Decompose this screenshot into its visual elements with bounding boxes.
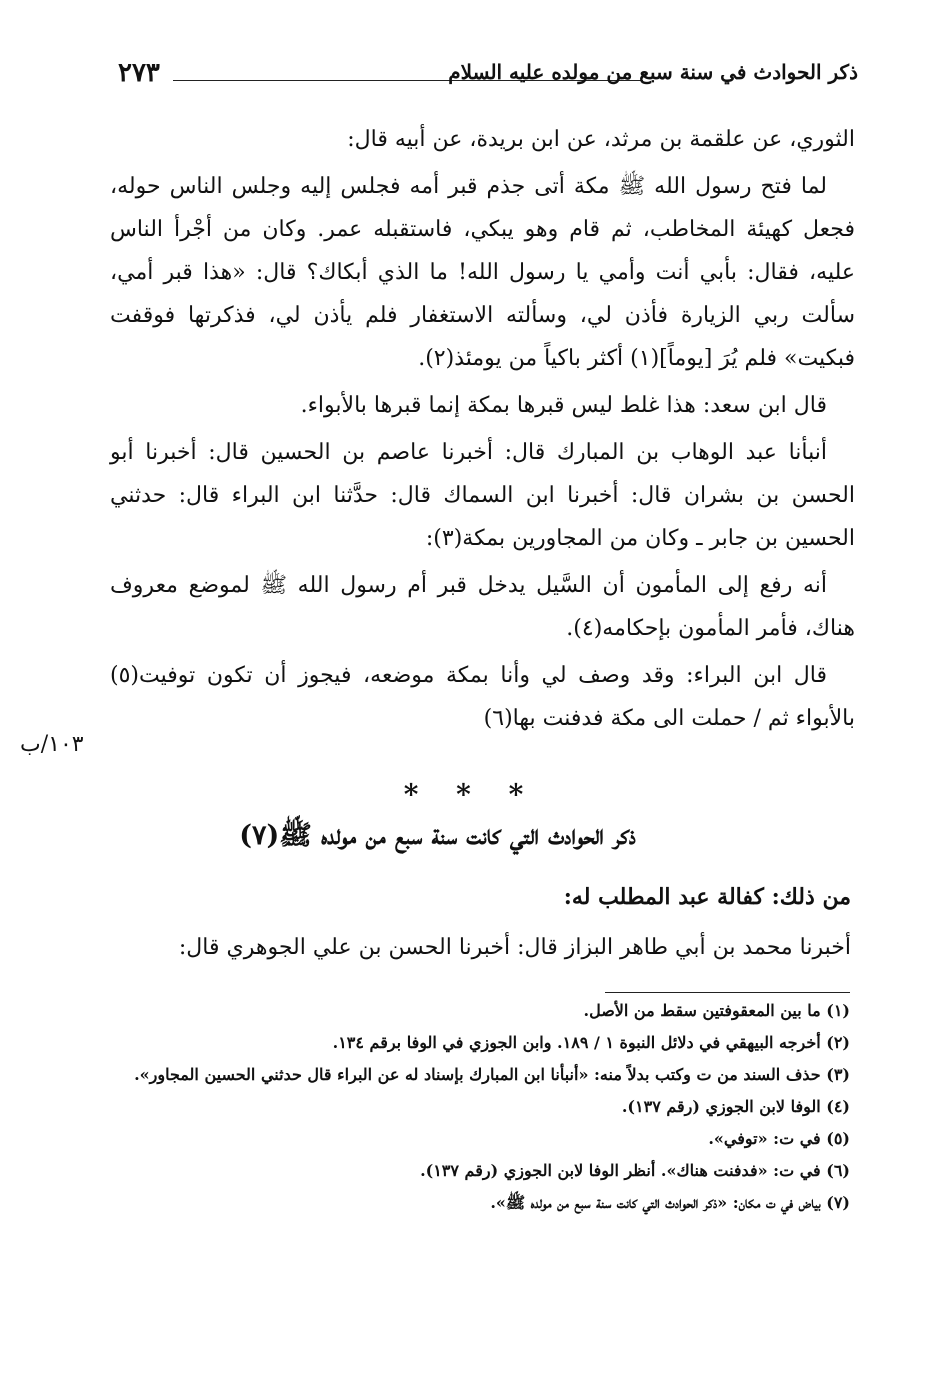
footnote: (٦) في ت: «فدفنت هناك». أنظر الوفا لابن الجوزي (رقم ١٣٧). <box>420 1161 850 1180</box>
paragraph-isnad-continuation: الثوري، عن علقمة بن مرثد، عن ابن بريدة، عن أبيه قال: <box>347 127 855 152</box>
paragraph-hadith: لما فتح رسول الله ﷺ مكة أتى جذم قبر أمه فجلس إليه وجلس الناس حوله، فجعل كهيئة المخاطب، ثم قام وهو يبكي، فاستقبله عمر. وكان من أجْرأ الناس عليه، فقال: بأبي أنت وأمي يا رسول الله! ما الذي أبكاك؟ قال: «هذا قبر أمي، سألت ربي الزيارة فأذن لي، وسألته الاستغفار فلم يأذن لي، فذكرتها فوقفت فبكيت» فلم يُرَ [يوماً](١) أكثر باكياً من يومئذ(٢). <box>110 174 855 371</box>
paragraph-isnad: أنبأنا عبد الوهاب بن المبارك قال: أخبرنا عاصم بن الحسين قال: أخبرنا أبو الحسن بن بشران قال: أخبرنا ابن السماك قال: حدَّثنا ابن البراء قال: حدثني الحسين بن جابر ـ وكان من المجاورين بمكة(٣): <box>110 440 855 551</box>
subheading: من ذلك: كفالة عبد المطلب له: <box>563 884 851 910</box>
manuscript-folio-note: ١٠٣/ب <box>20 732 84 757</box>
page-header <box>118 58 858 98</box>
footnote: (١) ما بين المعقوفتين سقط من الأصل. <box>583 1001 850 1020</box>
paragraph-ibn-saad: قال ابن سعد: هذا غلط ليس قبرها بمكة إنما قبرها بالأبواء. <box>300 393 827 418</box>
paragraph-ibn-bara: قال ابن البراء: وقد وصف لي وأنا بمكة موضعه، فيجوز أن تكون توفيت(٥) بالأبواء ثم / حملت الى مكة فدفنت بها(٦) <box>110 663 855 731</box>
running-title: ذكر الحوادث في سنة سبع من مولده عليه السلام <box>448 60 858 84</box>
footnote: (٢) أخرجه البيهقي في دلائل النبوة ١ / ١٨٩. وابن الجوزي في الوفا برقم ١٣٤. <box>332 1033 850 1052</box>
footnote-rule <box>605 992 850 993</box>
footnotes <box>110 996 850 1220</box>
main-text <box>110 118 855 744</box>
footnote: (٣) حذف السند من ت وكتب بدلاً منه: «أنبأنا ابن المبارك بإسناد له عن البراء قال حدثني الحسين المجاور». <box>134 1065 850 1084</box>
footnote: (٧) بياض في ت مكان: «ذكر الحوادث التي كانت سنة سبع من مولده ﷺ». <box>490 1193 850 1212</box>
section-heading: ذكر الحوادث التي كانت سنة سبع من مولده ﷺ(٧) <box>239 820 636 851</box>
section-separator: * * * <box>403 778 538 811</box>
isnad-line: أخبرنا محمد بن أبي طاهر البزاز قال: أخبرنا الحسن بن علي الجوهري قال: <box>178 935 851 960</box>
page-number: ٢٧٣ <box>118 58 160 88</box>
paragraph-mamun: أنه رفع إلى المأمون أن السَّيل يدخل قبر أم رسول الله ﷺ لموضع معروف هناك، فأمر المأمون بإحكامه(٤). <box>110 573 855 641</box>
footnote: (٥) في ت: «توفي». <box>708 1129 850 1148</box>
footnote: (٤) الوفا لابن الجوزي (رقم ١٣٧). <box>621 1097 850 1116</box>
